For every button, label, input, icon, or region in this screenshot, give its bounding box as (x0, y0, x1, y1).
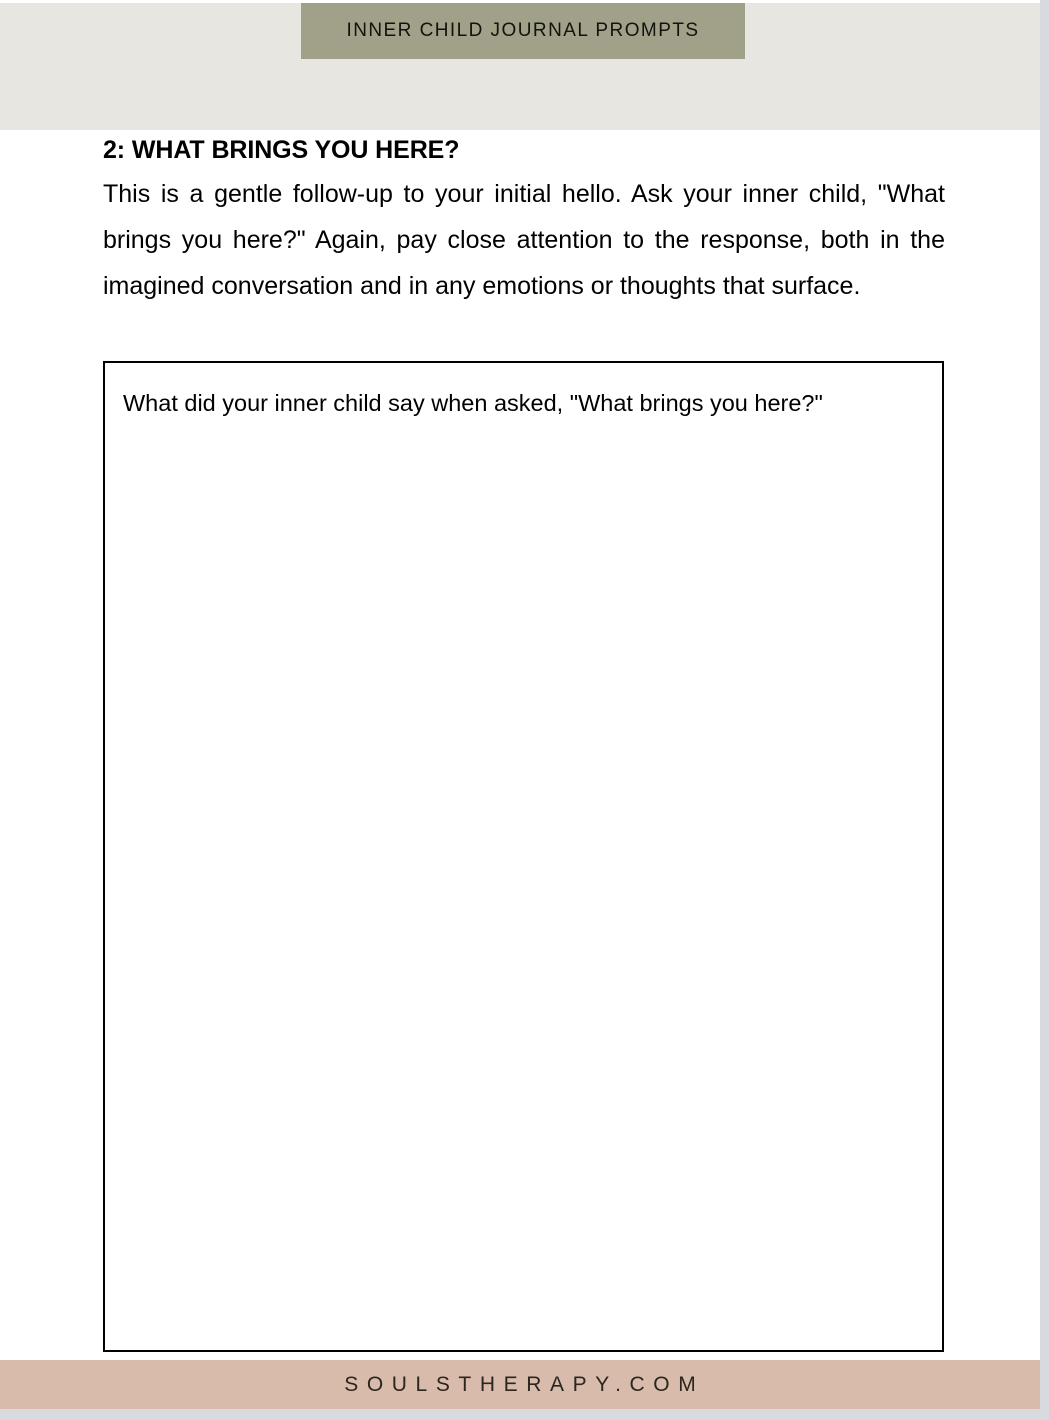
footer-band (0, 1360, 1040, 1409)
footer-website-text: SOULSTHERAPY.COM (344, 1372, 705, 1396)
page-title: 2: WHAT BRINGS YOU HERE? (103, 136, 460, 164)
prompt-content (103, 133, 945, 310)
header-band (0, 3, 1040, 130)
prompt-description: This is a gentle follow-up to your initial hello. Ask your inner child, "What brings you here?" Again, pay close attention to the response, both in the imagined conversation and in any emotions or thoughts that surface. (103, 180, 945, 301)
answer-question-label: What did your inner child say when asked, "What brings you here?" (123, 390, 823, 416)
header-title-box (301, 3, 745, 59)
header-title-text: INNER CHILD JOURNAL PROMPTS (346, 20, 700, 41)
answer-input-box[interactable] (103, 361, 944, 1352)
